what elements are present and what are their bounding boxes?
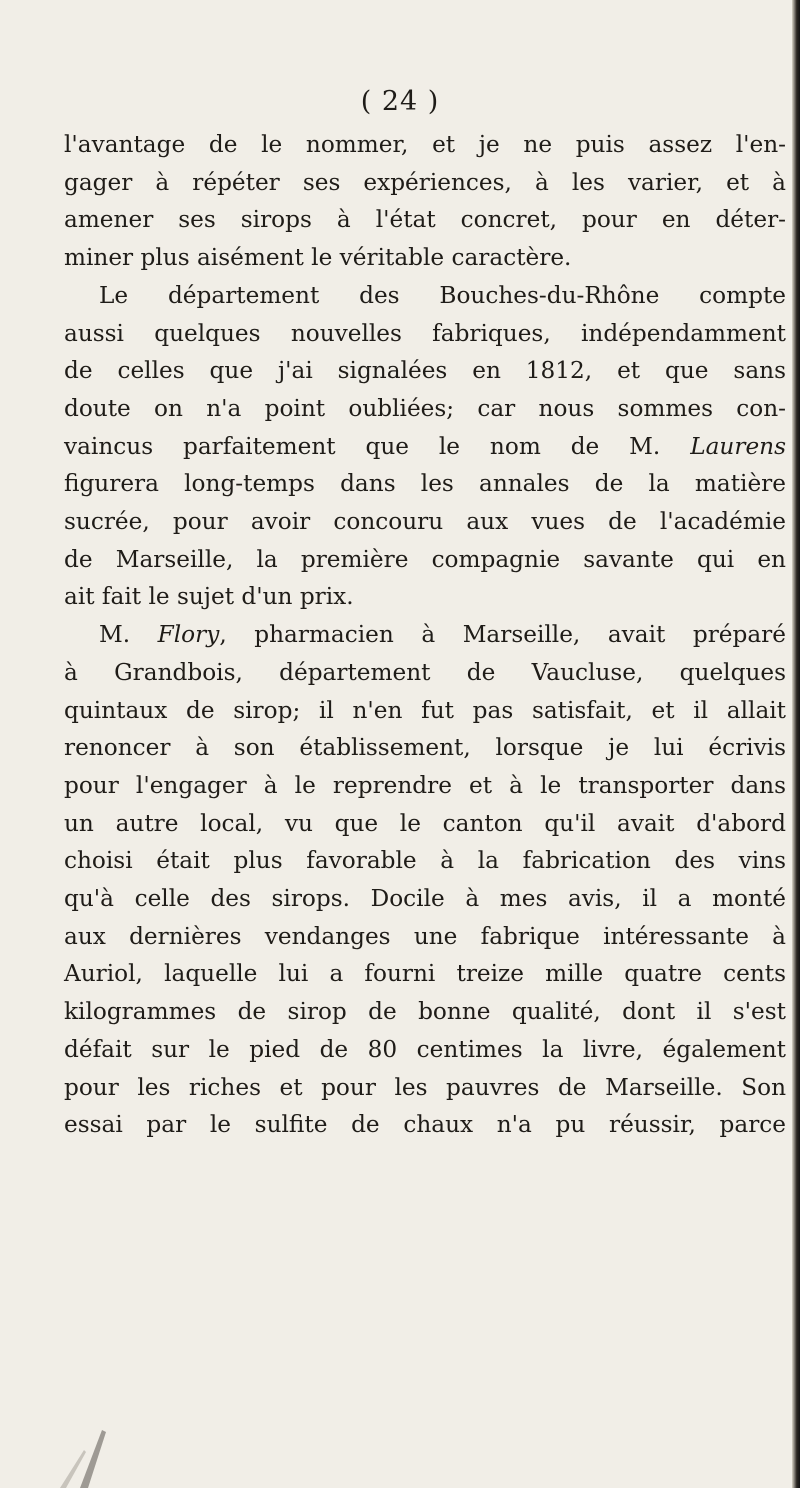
text-line-content: à Grandbois, département de Vaucluse, quelques — [64, 658, 786, 686]
text-line-content: choisi était plus favorable à la fabrication des vins — [64, 847, 786, 875]
text-line-content: sucrée, pour avoir concouru aux vues de l'académie — [64, 508, 786, 536]
text-line-content: qu'à celle des sirops. Docile à mes avis, il a monté — [64, 885, 786, 913]
text-line-content: figurera long-temps dans les annales de la matière — [64, 470, 786, 498]
text-line — [64, 465, 786, 503]
text-line — [64, 428, 786, 466]
text-line — [64, 201, 786, 239]
text-line-content: M. — [99, 621, 158, 649]
text-line — [64, 918, 786, 956]
text-line-content: aux dernières vendanges une fabrique intéressante à — [64, 922, 786, 950]
text-line — [64, 955, 786, 993]
text-line — [64, 880, 786, 918]
text-line-content: essai par le sulfite de chaux n'a pu réussir, parce — [64, 1111, 786, 1139]
text-line-content: gager à répéter ses expériences, à les varier, et à — [64, 168, 786, 196]
text-line-content: Auriol, laquelle lui a fourni treize mille quatre cents — [64, 960, 786, 988]
text-line — [64, 767, 786, 805]
text-line — [64, 1106, 786, 1144]
text-line-content: vaincus parfaitement que le nom de M. — [64, 432, 691, 460]
text-line — [64, 390, 786, 428]
text-line — [64, 352, 786, 390]
text-line-content: de celles que j'ai signalées en 1812, et que sans — [64, 357, 786, 385]
text-line — [64, 315, 786, 353]
body-text — [64, 126, 786, 1144]
text-line — [64, 842, 786, 880]
text-line-content: miner plus aisément le véritable caractère. — [64, 244, 572, 272]
text-line-content: l'avantage de le nommer, et je ne puis assez l'en- — [64, 131, 786, 158]
text-line-content: doute on n'a point oubliées; car nous sommes con- — [64, 394, 786, 422]
text-line — [64, 692, 786, 730]
text-line-content: quintaux de sirop; il n'en fut pas satisfait, et il allait — [64, 696, 786, 724]
text-line — [64, 805, 786, 843]
text-line-content: Le département des Bouches-du-Rhône compte — [99, 281, 786, 309]
text-line-content: kilogrammes de sirop de bonne qualité, dont il s'est — [64, 998, 786, 1026]
page-number: ( 24 ) — [360, 86, 440, 117]
text-line-content: de Marseille, la première compagnie savante qui en — [64, 545, 786, 573]
text-line-content: pour les riches et pour les pauvres de Marseille. Son — [64, 1073, 786, 1101]
text-line — [64, 616, 786, 654]
text-line — [64, 239, 786, 277]
text-line-content: ait fait le sujet d'un prix. — [64, 583, 354, 611]
corner-mark — [40, 1390, 120, 1488]
page-edge — [792, 0, 800, 1488]
text-line-rest: , pharmacien à Marseille, avait préparé — [219, 621, 786, 649]
text-line — [64, 541, 786, 579]
italic-name: Laurens — [690, 432, 786, 460]
text-line — [64, 277, 786, 315]
text-line — [64, 503, 786, 541]
italic-name: Flory — [157, 621, 220, 649]
text-line-content: pour l'engager à le reprendre et à le transporter dans — [64, 771, 786, 799]
text-line — [64, 1031, 786, 1069]
text-line — [64, 164, 786, 202]
text-line — [64, 654, 786, 692]
text-line — [64, 729, 786, 767]
text-line-content: renoncer à son établissement, lorsque je lui écrivis — [64, 734, 786, 762]
text-line — [64, 578, 786, 616]
text-line-content: amener ses sirops à l'état concret, pour en déter- — [64, 206, 786, 234]
text-line — [64, 1069, 786, 1107]
text-line-content: aussi quelques nouvelles fabriques, indépendamment — [64, 319, 786, 347]
text-line — [64, 126, 786, 164]
text-line — [64, 993, 786, 1031]
text-line-content: défait sur le pied de 80 centimes la livre, également — [64, 1035, 786, 1063]
text-line-content: un autre local, vu que le canton qu'il avait d'abord — [64, 809, 786, 837]
